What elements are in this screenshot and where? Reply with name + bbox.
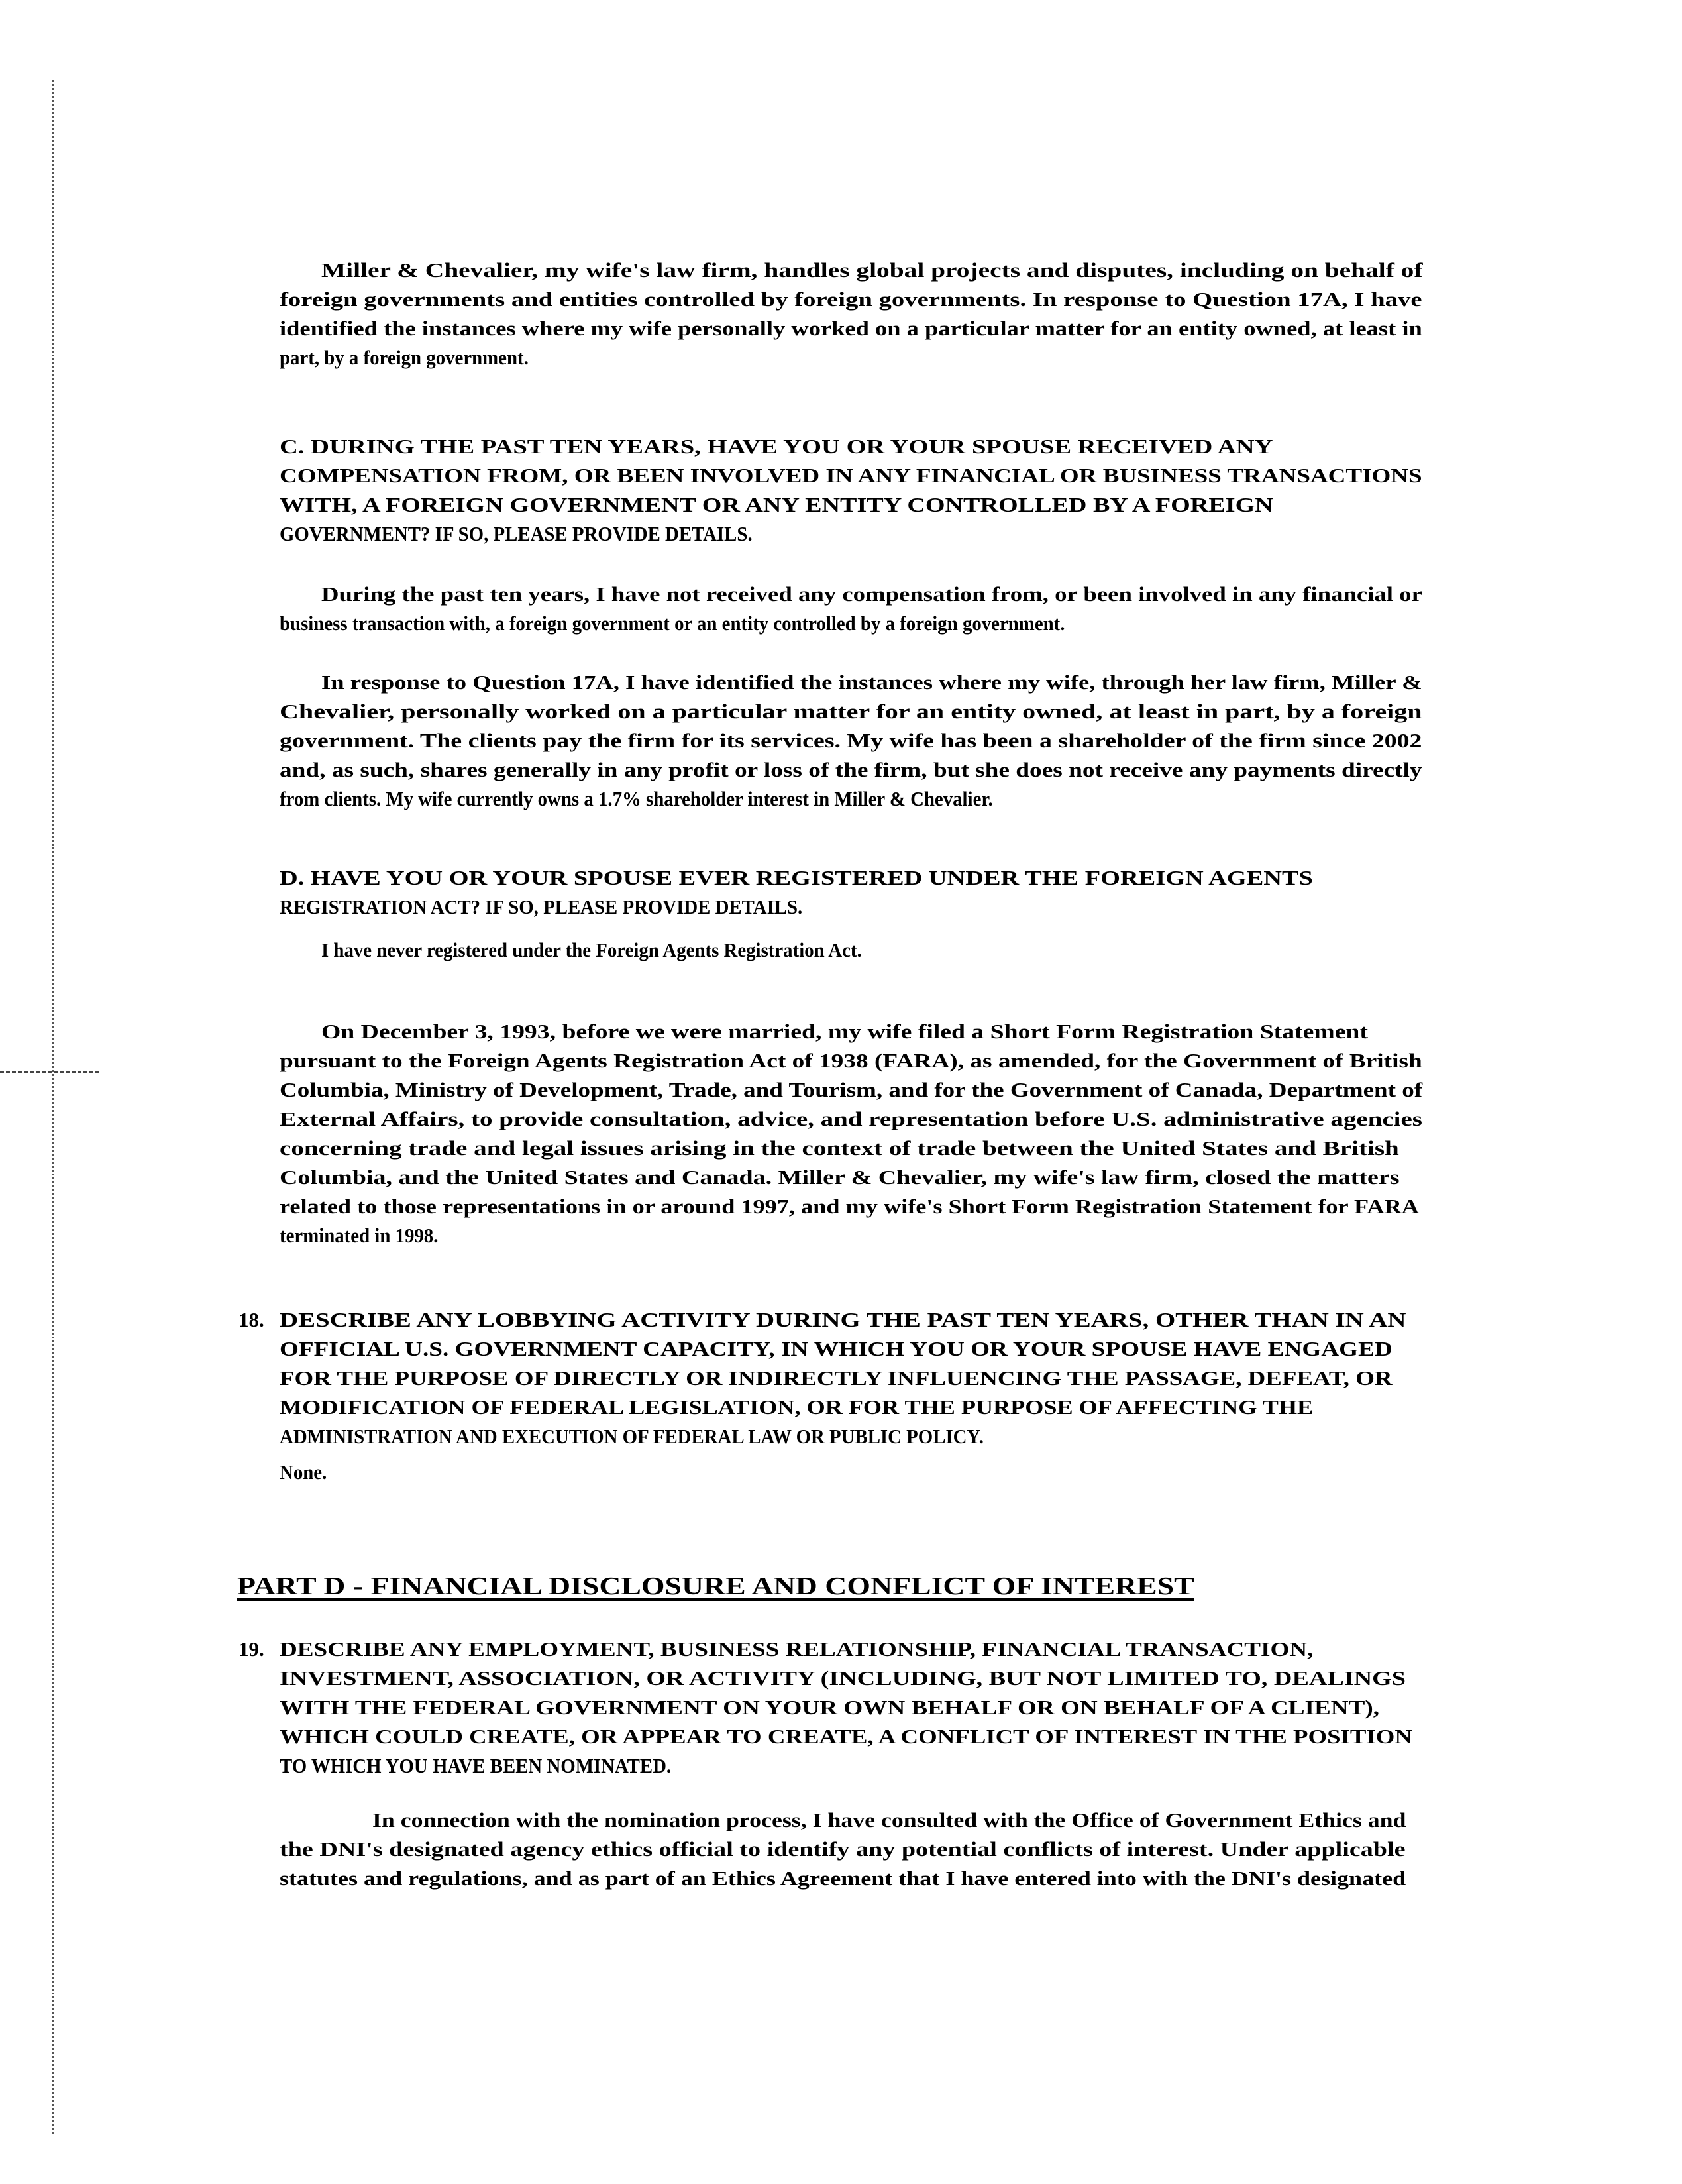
- text-line: government. The clients pay the firm for its services. My wife has been a shareholder of the firm since 2002: [280, 729, 1422, 752]
- text-line: FOR THE PURPOSE OF DIRECTLY OR INDIRECTLY INFLUENCING THE PASSAGE, DEFEAT, OR: [280, 1366, 1393, 1390]
- question-19-number: 19.: [238, 1637, 264, 1661]
- text-line: I have never registered under the Foreign Agents Registration Act.: [321, 938, 862, 961]
- text-line: WITH, A FOREIGN GOVERNMENT OR ANY ENTITY CONTROLLED BY A FOREIGN: [280, 493, 1273, 516]
- paragraph-none: [280, 1458, 331, 1487]
- text-line: statutes and regulations, and as part of an Ethics Agreement that I have entered into with the DNI's designated: [280, 1867, 1406, 1890]
- text-line: business transaction with, a foreign government or an entity controlled by a foreign government.: [280, 612, 1065, 635]
- text-line: GOVERNMENT? IF SO, PLEASE PROVIDE DETAILS.: [280, 522, 753, 545]
- text-line: related to those representations in or around 1997, and my wife's Short Form Registration Statement for FARA: [280, 1195, 1419, 1218]
- text-line: In connection with the nomination process, I have consulted with the Office of Government Ethics and: [372, 1808, 1406, 1831]
- text-line: MODIFICATION OF FEDERAL LEGISLATION, OR FOR THE PURPOSE OF AFFECTING THE: [280, 1395, 1314, 1419]
- text-line: concerning trade and legal issues arising in the context of trade between the United States and British: [280, 1136, 1399, 1160]
- question-19: [280, 1635, 1412, 1780]
- question-18: [280, 1305, 1406, 1451]
- text-line: COMPENSATION FROM, OR BEEN INVOLVED IN ANY FINANCIAL OR BUSINESS TRANSACTIONS: [280, 464, 1422, 487]
- part-d-heading: PART D - FINANCIAL DISCLOSURE AND CONFLICT OF INTEREST: [237, 1572, 1194, 1600]
- text-line: C. DURING THE PAST TEN YEARS, HAVE YOU OR YOUR SPOUSE RECEIVED ANY: [280, 435, 1273, 458]
- text-line: part, by a foreign government.: [280, 346, 529, 369]
- text-line: Columbia, and the United States and Canada. Miller & Chevalier, my wife's law firm, closed the matters: [280, 1166, 1400, 1189]
- question-c: [280, 432, 1422, 549]
- text-line: In response to Question 17A, I have identified the instances where my wife, through her law firm, Miller &: [321, 671, 1422, 694]
- text-line: identified the instances where my wife personally worked on a particular matter for an entity owned, at least in: [280, 317, 1422, 340]
- text-line: pursuant to the Foreign Agents Registration Act of 1938 (FARA), as amended, for the Government of British: [280, 1049, 1422, 1072]
- text-line: D. HAVE YOU OR YOUR SPOUSE EVER REGISTERED UNDER THE FOREIGN AGENTS: [280, 866, 1313, 889]
- paragraph-in-connection: [280, 1806, 1406, 1893]
- text-line: foreign governments and entities controlled by foreign governments. In response to Question 17A, I have: [280, 288, 1422, 311]
- text-line: WITH THE FEDERAL GOVERNMENT ON YOUR OWN BEHALF OR ON BEHALF OF A CLIENT),: [280, 1696, 1379, 1719]
- text-line: WHICH COULD CREATE, OR APPEAR TO CREATE, A CONFLICT OF INTEREST IN THE POSITION: [280, 1725, 1412, 1748]
- paragraph-miller-chevalier: [280, 256, 1423, 372]
- text-line: None.: [280, 1460, 327, 1484]
- text-line: DESCRIBE ANY EMPLOYMENT, BUSINESS RELATIONSHIP, FINANCIAL TRANSACTION,: [280, 1637, 1314, 1661]
- text-line: OFFICIAL U.S. GOVERNMENT CAPACITY, IN WHICH YOU OR YOUR SPOUSE HAVE ENGAGED: [280, 1337, 1393, 1360]
- text-line: External Affairs, to provide consultation, advice, and representation before U.S. administrative agencies: [280, 1107, 1422, 1130]
- question-18-number: 18.: [238, 1308, 264, 1331]
- text-line: from clients. My wife currently owns a 1.7% shareholder interest in Miller & Chevalier.: [280, 787, 993, 810]
- text-line: INVESTMENT, ASSOCIATION, OR ACTIVITY (INCLUDING, BUT NOT LIMITED TO, DEALINGS: [280, 1666, 1406, 1690]
- paragraph-december-1993: [280, 1017, 1423, 1250]
- question-d: [280, 863, 1313, 922]
- text-line: DESCRIBE ANY LOBBYING ACTIVITY DURING THE PAST TEN YEARS, OTHER THAN IN AN: [280, 1308, 1406, 1331]
- text-line: terminated in 1998.: [280, 1224, 439, 1247]
- text-line: On December 3, 1993, before we were married, my wife filed a Short Form Registration Statement: [321, 1020, 1368, 1043]
- paragraph-in-response: [280, 668, 1422, 814]
- text-line: Chevalier, personally worked on a particular matter for an entity owned, at least in part, by a foreign: [280, 700, 1422, 723]
- text-line: During the past ten years, I have not received any compensation from, or been involved in any financial or: [321, 582, 1422, 606]
- text-line: ADMINISTRATION AND EXECUTION OF FEDERAL LAW OR PUBLIC POLICY.: [280, 1425, 984, 1448]
- text-line: TO WHICH YOU HAVE BEEN NOMINATED.: [280, 1754, 672, 1777]
- text-line: and, as such, shares generally in any profit or loss of the firm, but she does not receive any payments directly: [280, 758, 1422, 781]
- text-line: Miller & Chevalier, my wife's law firm, handles global projects and disputes, including on behalf of: [321, 258, 1423, 282]
- text-line: the DNI's designated agency ethics official to identify any potential conflicts of interest. Under applicable: [280, 1837, 1406, 1861]
- text-line: REGISTRATION ACT? IF SO, PLEASE PROVIDE DETAILS.: [280, 895, 803, 918]
- scan-edge-dots: [52, 80, 54, 2134]
- paragraph-never-registered: [280, 936, 902, 965]
- text-line: Columbia, Ministry of Development, Trade, and Tourism, and for the Government of Canada, Department of: [280, 1078, 1423, 1101]
- paragraph-during-past: [280, 580, 1422, 638]
- scan-dash-mark: [0, 1071, 99, 1073]
